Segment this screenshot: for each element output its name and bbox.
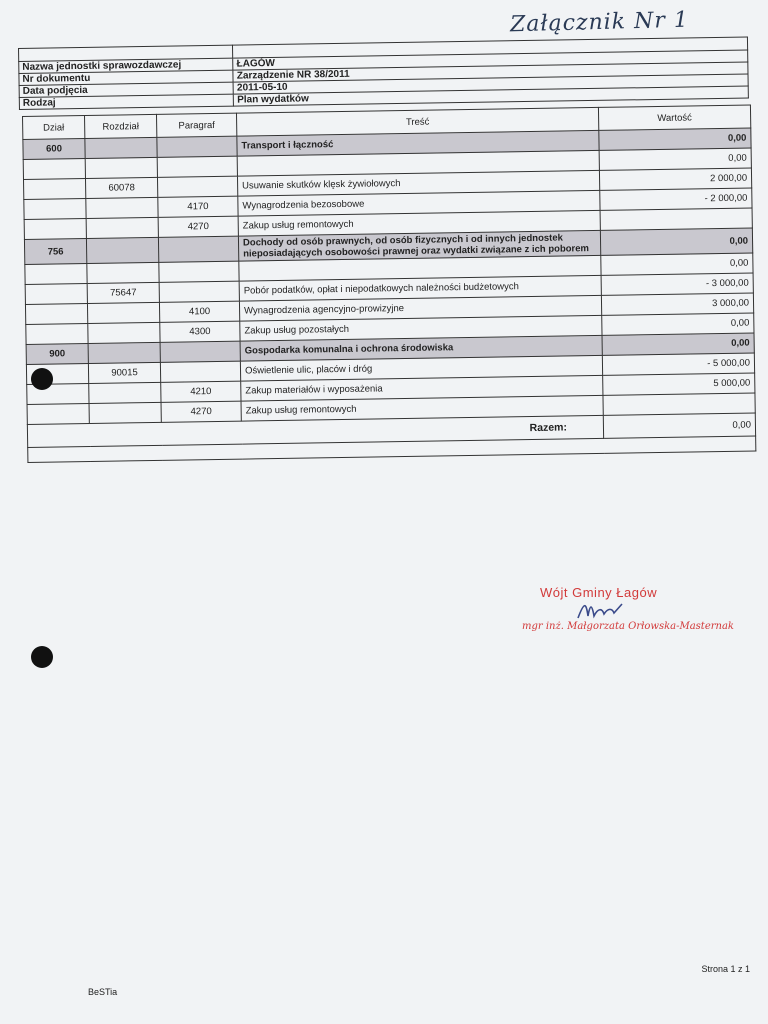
- cell-tresc: Usuwanie skutków klęsk żywiołowych: [237, 170, 599, 196]
- cell-rozdzial: [85, 157, 157, 178]
- cell-paragraf: [159, 261, 239, 282]
- cell-tresc: Oświetlenie ulic, placów i dróg: [240, 355, 602, 381]
- cell-rozdzial: [89, 382, 161, 403]
- column-header-tresc: Treść: [236, 107, 598, 136]
- cell-paragraf: 4300: [160, 321, 240, 342]
- software-brand: BeSTia: [88, 987, 118, 997]
- cell-wartosc: - 5 000,00: [602, 353, 754, 375]
- meta-value: Zarządzenie NR 38/2011: [233, 62, 748, 82]
- meta-value: 2011-05-10: [233, 74, 748, 94]
- cell-tresc: Zakup materiałów i wyposażenia: [241, 375, 603, 401]
- column-header-rozdzial: Rozdział: [85, 114, 157, 138]
- cell-dzial: [25, 303, 87, 324]
- cell-paragraf: 4100: [159, 301, 239, 322]
- cell-tresc: Dochody od osób prawnych, od osób fizycznych i od innych jednostek nieposiadających osobowości prawnej oraz wydatki związane z ich poborem: [238, 230, 600, 261]
- total-value: 0,00: [603, 413, 755, 438]
- cell-tresc: Gospodarka komunalna i ochrona środowiska: [240, 335, 602, 361]
- column-header-wartosc: Wartość: [598, 105, 750, 130]
- cell-wartosc: 0,00: [601, 253, 753, 275]
- cell-rozdzial: [86, 237, 158, 263]
- cell-tresc: Transport i łączność: [237, 130, 599, 156]
- cell-dzial: [25, 283, 87, 304]
- cell-dzial: [23, 159, 85, 180]
- cell-paragraf: [160, 361, 240, 382]
- punch-hole: [31, 368, 53, 390]
- cell-paragraf: [159, 281, 239, 302]
- cell-rozdzial: 90015: [88, 362, 160, 383]
- signatory-name: mgr inż. Małgorzata Orłowska-Masternak: [522, 621, 734, 632]
- cell-rozdzial: 60078: [85, 177, 157, 198]
- cell-dzial: [23, 179, 85, 200]
- cell-rozdzial: [89, 402, 161, 423]
- total-label: Razem:: [27, 415, 603, 447]
- cell-dzial: [26, 323, 88, 344]
- meta-label: Rodzaj: [19, 94, 233, 109]
- cell-dzial: 600: [23, 139, 85, 160]
- cell-wartosc: 0,00: [602, 333, 754, 355]
- cell-wartosc: - 2 000,00: [600, 188, 752, 210]
- document-metadata: [18, 37, 749, 110]
- meta-value: Plan wydatków: [234, 86, 749, 106]
- cell-rozdzial: [85, 137, 157, 158]
- cell-paragraf: [160, 341, 240, 362]
- cell-wartosc: 0,00: [602, 313, 754, 335]
- cell-paragraf: 4270: [158, 216, 238, 237]
- meta-label: Nazwa jednostki sprawozdawczej: [19, 58, 233, 73]
- page-number: Strona 1 z 1: [701, 964, 750, 974]
- cell-dzial: [25, 263, 87, 284]
- cell-wartosc: 0,00: [599, 128, 751, 150]
- cell-tresc: Zakup usług remontowych: [238, 210, 600, 236]
- cell-wartosc: 0,00: [599, 148, 751, 170]
- cell-paragraf: 4170: [158, 196, 238, 217]
- cell-wartosc: - 3 000,00: [601, 273, 753, 295]
- meta-label: Data podjęcia: [19, 82, 233, 97]
- cell-paragraf: [157, 136, 237, 157]
- cell-rozdzial: [87, 262, 159, 283]
- cell-dzial: [27, 403, 89, 424]
- cell-wartosc: 2 000,00: [599, 168, 751, 190]
- cell-wartosc: [600, 208, 752, 230]
- cell-dzial: [24, 219, 86, 240]
- cell-rozdzial: 75647: [87, 282, 159, 303]
- cell-tresc: Zakup usług remontowych: [241, 395, 603, 421]
- cell-paragraf: [157, 176, 237, 197]
- cell-rozdzial: [86, 217, 158, 238]
- cell-paragraf: 4210: [161, 381, 241, 402]
- cell-rozdzial: [88, 342, 160, 363]
- attachment-note: Załącznik Nr 1: [509, 7, 690, 38]
- expenditure-table: [22, 105, 756, 463]
- cell-rozdzial: [88, 322, 160, 343]
- cell-wartosc: 5 000,00: [603, 373, 755, 395]
- cell-wartosc: 3 000,00: [601, 293, 753, 315]
- meta-value: ŁAGÓW: [233, 50, 748, 70]
- cell-tresc: Wynagrodzenia agencyjno-prowizyjne: [239, 295, 601, 321]
- cell-dzial: 756: [24, 239, 86, 265]
- cell-tresc: Pobór podatków, opłat i niepodatkowych należności budżetowych: [239, 275, 601, 301]
- cell-paragraf: [158, 236, 238, 262]
- cell-tresc: Wynagrodzenia bezosobowe: [238, 190, 600, 216]
- cell-dzial: 900: [26, 343, 88, 364]
- cell-wartosc: 0,00: [600, 228, 752, 255]
- signature-title: Wójt Gminy Łagów: [540, 585, 658, 600]
- table-body: [23, 128, 755, 424]
- cell-tresc: Zakup usług pozostałych: [240, 315, 602, 341]
- meta-label: Nr dokumentu: [19, 70, 233, 85]
- cell-dzial: [24, 199, 86, 220]
- cell-rozdzial: [87, 302, 159, 323]
- column-header-dzial: Dział: [23, 116, 85, 140]
- cell-paragraf: [157, 156, 237, 177]
- cell-wartosc: [603, 393, 755, 415]
- cell-rozdzial: [86, 197, 158, 218]
- column-header-paragraf: Paragraf: [156, 113, 236, 137]
- cell-paragraf: 4270: [161, 401, 241, 422]
- punch-hole: [31, 646, 53, 668]
